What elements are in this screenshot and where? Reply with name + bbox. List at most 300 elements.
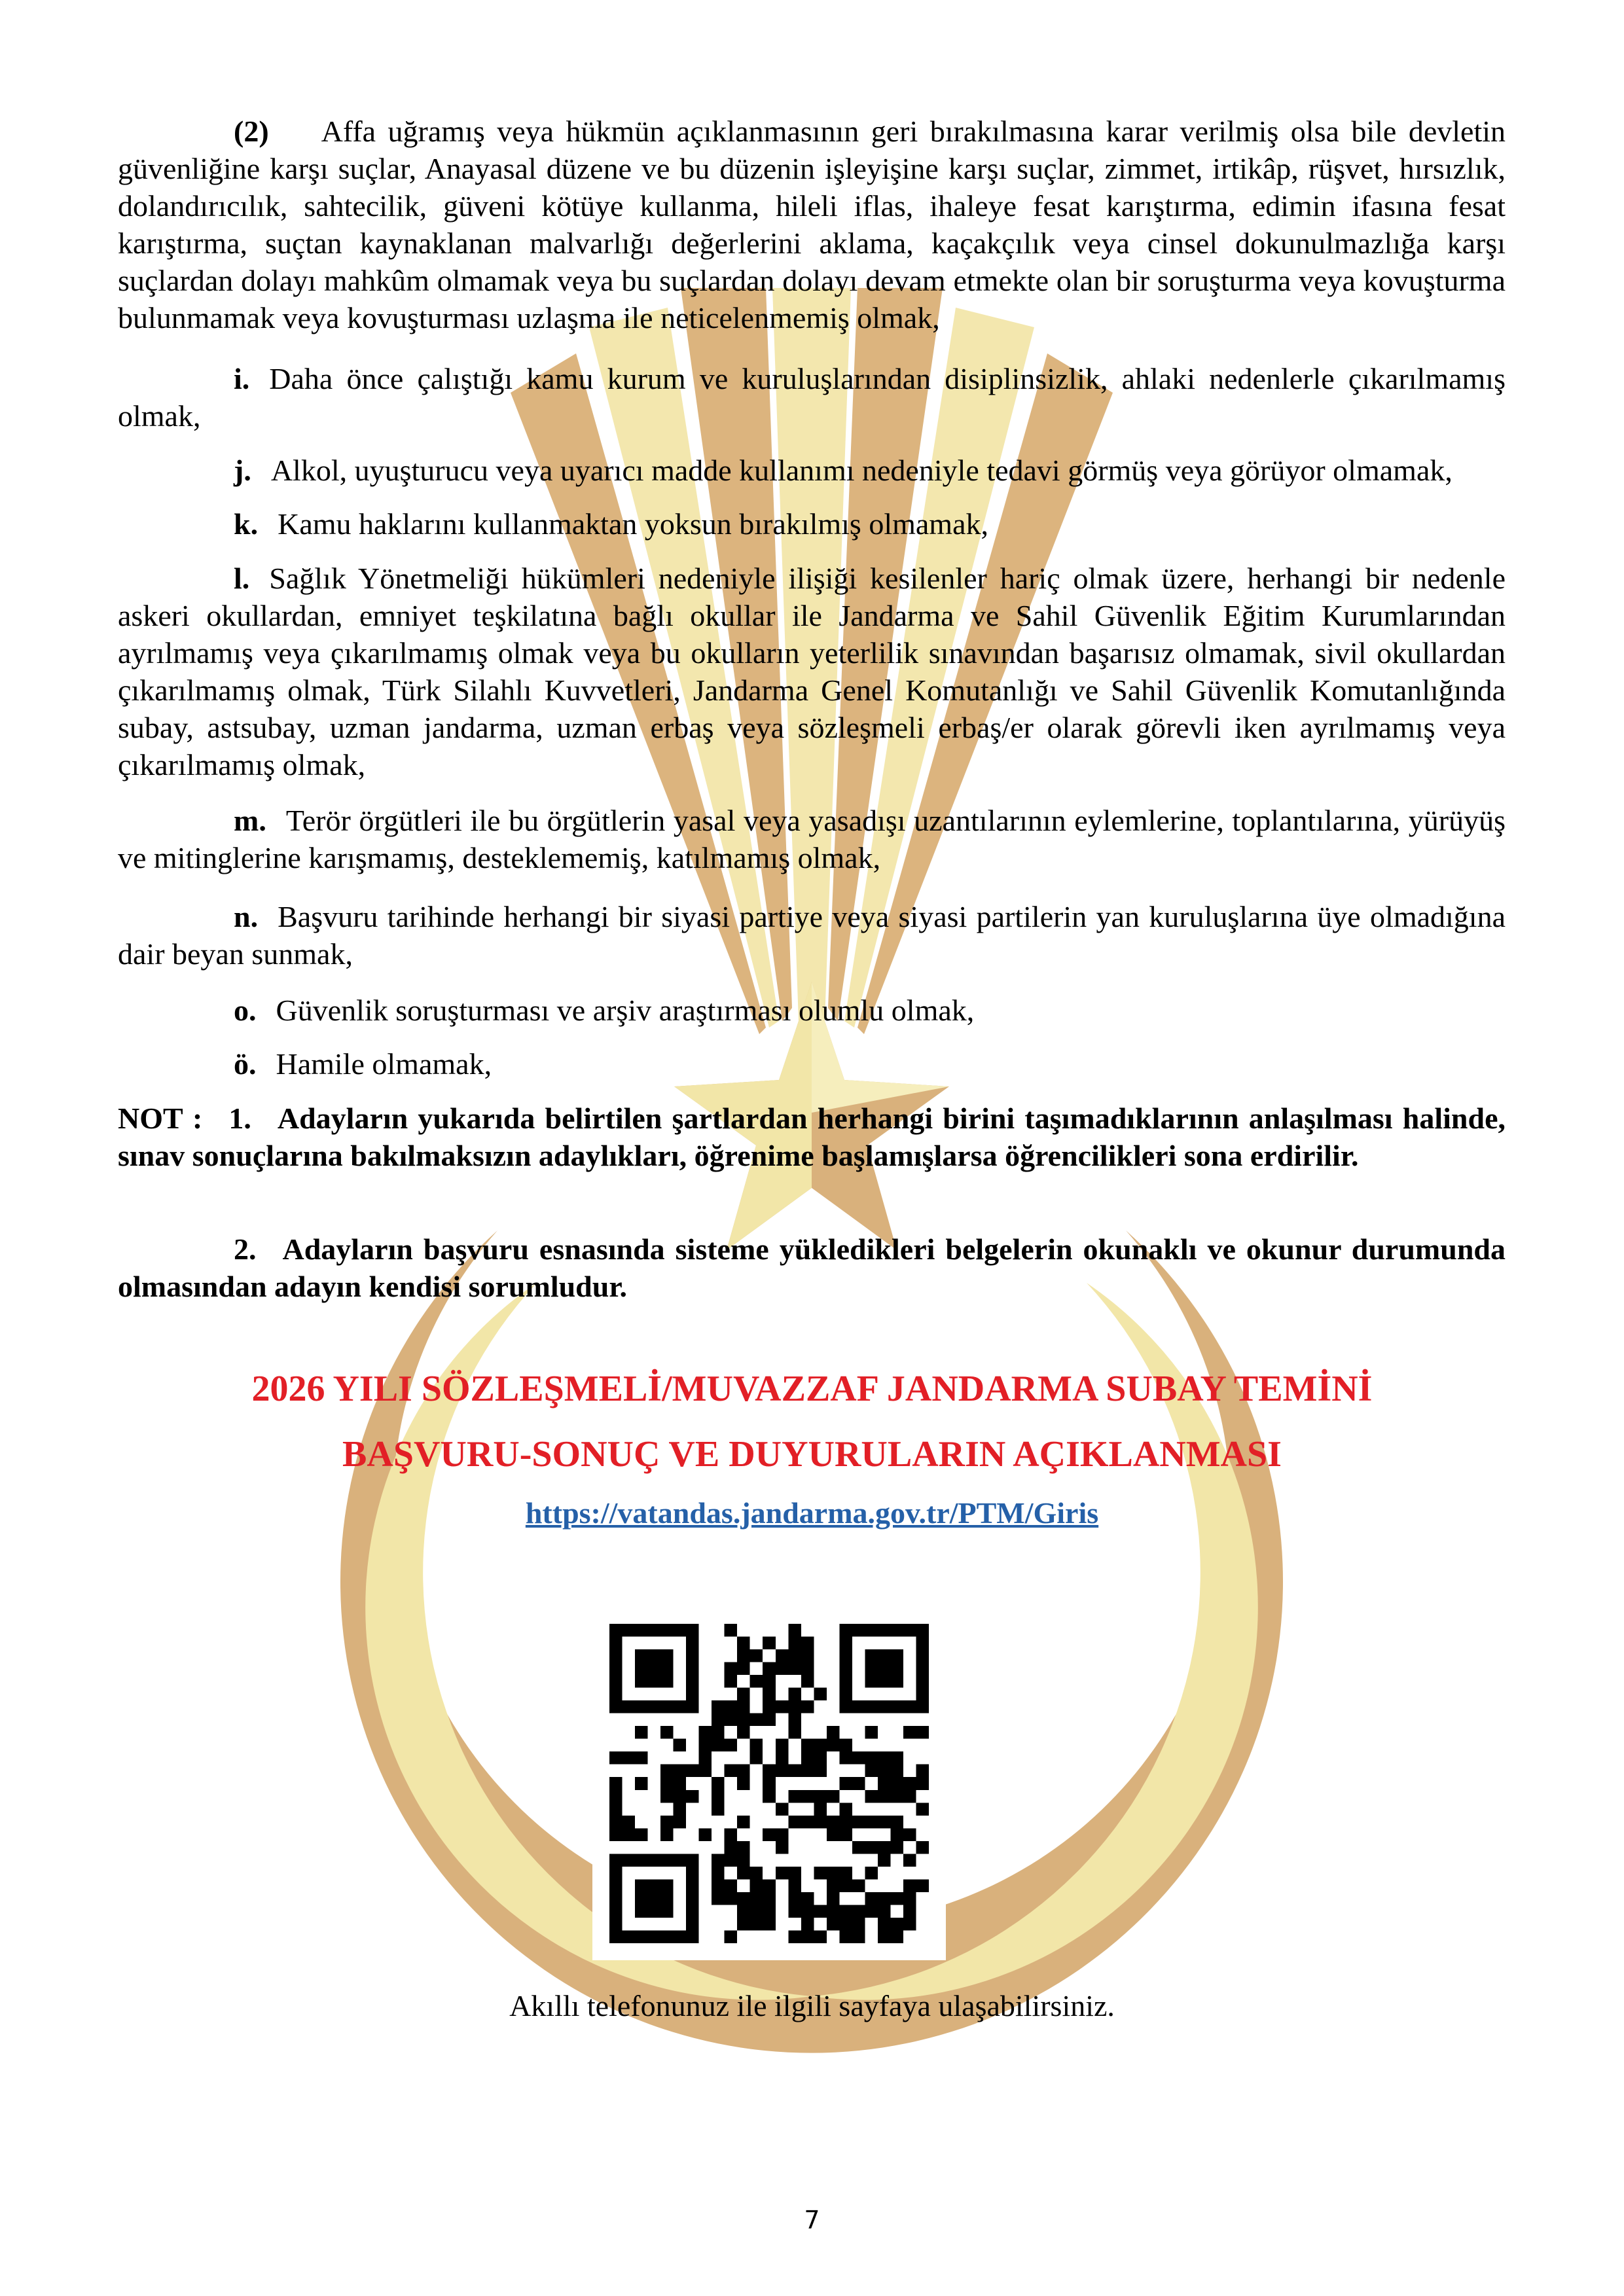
qr-module <box>903 1905 916 1918</box>
qr-module <box>839 1918 852 1931</box>
qr-module <box>916 1662 929 1676</box>
qr-module <box>712 1803 725 1816</box>
qr-module <box>878 1777 891 1790</box>
qr-module <box>788 1930 801 1943</box>
qr-module <box>737 1892 750 1905</box>
qr-module <box>903 1828 916 1841</box>
qr-module <box>609 1892 623 1905</box>
qr-module <box>660 1879 674 1892</box>
qr-module <box>814 1816 827 1829</box>
paragraph-text: Sağlık Yönetmeliği hükümleri nedeniyle ilişiği kesilenler hariç olmak üzere, herhangi bir nedenle askeri okullardan, emniyet teşkilatına bağlı okullar ile Jandarma ve Sahil Güvenlik Eğitim Kurumlarından ayrılmamış veya çıkarılmamış olmak veya bu okulların yeterlilik sınavından başarısız olmamak, sivil okullardan çıkarılmamış olmak, Türk Silahlı Kuvvetleri, Jandarma Genel Komutanlığı ve Sahil Güvenlik Komutanlığında subay, astsubay, uzman jandarma, uzman erbaş veya sözleşmeli erbaş/er olarak görevli iken ayrılmamış veya çıkarılmamış olmak, <box>118 562 1506 781</box>
qr-module <box>801 1790 814 1803</box>
qr-module <box>725 1854 738 1867</box>
qr-module <box>865 1624 878 1637</box>
qr-module <box>801 1751 814 1765</box>
qr-module <box>865 1662 878 1676</box>
qr-module <box>623 1854 636 1867</box>
qr-module <box>916 1777 929 1790</box>
qr-module <box>686 1675 699 1688</box>
qr-module <box>865 1751 878 1765</box>
qr-module <box>839 1751 852 1765</box>
qr-module <box>839 1700 852 1713</box>
qr-module <box>890 1930 903 1943</box>
qr-module <box>674 1777 687 1790</box>
qr-module <box>648 1649 661 1662</box>
qr-module <box>635 1930 648 1943</box>
note-item-2 <box>118 1230 1506 1305</box>
qr-module <box>865 1892 878 1905</box>
qr-module <box>686 1649 699 1662</box>
qr-module <box>788 1790 801 1803</box>
qr-module <box>686 1918 699 1931</box>
qr-module <box>674 1930 687 1943</box>
paragraph-text: Affa uğramış veya hükmün açıklanmasının geri bırakılmasına karar verilmiş olsa bile devletin güvenliğine karşı suçlar, Anayasal düzene ve bu düzenin işleyişine karşı suçlar, zimmet, irtikâp, rüşvet, hırsızlık, dolandırıcılık, sahtecilik, güveni kötüye kullanma, hileli iflas, ihaleye fesat karıştırma, edimin ifasına fesat karıştırma, suçtan kaynaklanan malvarlığı değerlerini aklama, kaçakçılık veya cinsel dokunulmazlığa karşı suçlardan dolayı mahkûm olmamak veya bu suçlardan dolayı devam etmekte olan bir soruşturma veya kovuşturma bulunmamak veya kovuşturması uzlaşma ile neticelenmemiş olmak, <box>118 115 1506 334</box>
qr-module <box>648 1930 661 1943</box>
qr-module <box>660 1726 674 1739</box>
qr-module <box>674 1854 687 1867</box>
qr-module <box>660 1854 674 1867</box>
qr-module <box>686 1637 699 1650</box>
qr-module <box>674 1739 687 1752</box>
qr-module <box>725 1828 738 1841</box>
qr-module <box>609 1867 623 1880</box>
paragraph-label: l. <box>234 562 250 595</box>
qr-module <box>660 1828 674 1841</box>
qr-module <box>878 1854 891 1867</box>
qr-module <box>609 1905 623 1918</box>
note-item-1 <box>118 1100 1506 1174</box>
qr-module <box>635 1879 648 1892</box>
qr-module <box>725 1930 738 1943</box>
qr-module <box>699 1739 712 1752</box>
qr-module <box>776 1803 789 1816</box>
qr-module <box>890 1624 903 1637</box>
qr-module <box>788 1879 801 1892</box>
qr-module <box>839 1675 852 1688</box>
qr-module <box>660 1675 674 1688</box>
qr-code-icon <box>609 1624 929 1943</box>
qr-module <box>699 1726 712 1739</box>
qr-module <box>712 1879 725 1892</box>
qr-module <box>737 1841 750 1854</box>
qr-module <box>878 1662 891 1676</box>
qr-module <box>916 1624 929 1637</box>
qr-module <box>609 1930 623 1943</box>
paragraph-k <box>118 505 1506 543</box>
qr-module <box>903 1879 916 1892</box>
qr-module <box>725 1713 738 1727</box>
qr-module <box>890 1790 903 1803</box>
qr-module <box>852 1905 865 1918</box>
qr-module <box>635 1892 648 1905</box>
qr-module <box>712 1726 725 1739</box>
qr-module <box>827 1790 840 1803</box>
qr-module <box>686 1854 699 1867</box>
qr-module <box>788 1765 801 1778</box>
qr-module <box>635 1828 648 1841</box>
qr-module <box>827 1879 840 1892</box>
qr-module <box>725 1879 738 1892</box>
qr-module <box>609 1879 623 1892</box>
qr-module <box>878 1841 891 1854</box>
qr-module <box>865 1726 878 1739</box>
qr-module <box>635 1905 648 1918</box>
qr-module <box>674 1816 687 1829</box>
qr-module <box>686 1688 699 1701</box>
qr-module <box>916 1765 929 1778</box>
qr-module <box>827 1892 840 1905</box>
qr-module <box>763 1765 776 1778</box>
qr-module <box>878 1918 891 1931</box>
qr-module <box>737 1867 750 1880</box>
qr-module <box>623 1751 636 1765</box>
qr-module <box>903 1892 916 1905</box>
qr-module <box>814 1751 827 1765</box>
qr-module <box>609 1649 623 1662</box>
qr-module <box>686 1765 699 1778</box>
qr-module <box>788 1662 801 1676</box>
qr-module <box>839 1930 852 1943</box>
qr-module <box>609 1751 623 1765</box>
qr-module <box>623 1930 636 1943</box>
qr-module <box>814 1688 827 1701</box>
qr-module <box>839 1879 852 1892</box>
qr-module <box>648 1905 661 1918</box>
announcement-title-line-2: BAŞVURU-SONUÇ VE DUYURULARIN AÇIKLANMASI <box>342 1434 1282 1475</box>
qr-module <box>814 1765 827 1778</box>
qr-module <box>674 1803 687 1816</box>
qr-module <box>839 1803 852 1816</box>
qr-module <box>750 1649 763 1662</box>
paragraph-i <box>118 360 1506 435</box>
qr-module <box>660 1662 674 1676</box>
qr-module <box>648 1854 661 1867</box>
qr-module <box>814 1803 827 1816</box>
qr-module <box>725 1700 738 1713</box>
qr-module <box>763 1828 776 1841</box>
qr-module <box>852 1841 865 1854</box>
qr-module <box>635 1662 648 1676</box>
qr-module <box>712 1867 725 1880</box>
announcement-title-line-1: 2026 YILI SÖZLEŞMELİ/MUVAZZAF JANDARMA SUBAY TEMİNİ <box>251 1369 1373 1409</box>
application-url-link[interactable]: https://vatandas.jandarma.gov.tr/PTM/Giris <box>525 1496 1099 1530</box>
qr-module <box>852 1816 865 1829</box>
qr-module <box>648 1700 661 1713</box>
qr-module <box>609 1803 623 1816</box>
qr-module <box>737 1726 750 1739</box>
paragraph-j <box>118 452 1506 489</box>
qr-module <box>839 1662 852 1676</box>
paragraph-n <box>118 898 1506 973</box>
qr-module <box>865 1649 878 1662</box>
qr-module <box>763 1879 776 1892</box>
qr-module <box>635 1777 648 1790</box>
qr-module <box>763 1918 776 1931</box>
qr-module <box>878 1649 891 1662</box>
qr-module <box>712 1777 725 1790</box>
qr-module <box>890 1841 903 1854</box>
qr-module <box>878 1675 891 1688</box>
qr-module <box>890 1765 903 1778</box>
qr-module <box>763 1637 776 1650</box>
qr-module <box>827 1905 840 1918</box>
qr-module <box>776 1841 789 1854</box>
qr-module <box>878 1765 891 1778</box>
qr-module <box>878 1816 891 1829</box>
qr-module <box>903 1854 916 1867</box>
qr-module <box>865 1867 878 1880</box>
qr-module <box>878 1700 891 1713</box>
qr-module <box>788 1688 801 1701</box>
qr-module <box>763 1905 776 1918</box>
qr-module <box>839 1624 852 1637</box>
paragraph-label: n. <box>234 900 259 933</box>
qr-module <box>788 1637 801 1650</box>
paragraph-l <box>118 560 1506 783</box>
qr-module <box>674 1790 687 1803</box>
qr-module <box>712 1790 725 1803</box>
paragraph-text: Güvenlik soruşturması ve arşiv araştırması olumlu olmak, <box>276 994 975 1027</box>
paragraph-text: Alkol, uyuşturucu veya uyarıcı madde kullanımı nedeniyle tedavi görmüş veya görüyor olmamak, <box>270 454 1453 487</box>
qr-module <box>660 1905 674 1918</box>
qr-module <box>737 1765 750 1778</box>
qr-module <box>725 1841 738 1854</box>
qr-module <box>865 1790 878 1803</box>
qr-module <box>890 1751 903 1765</box>
note-label: NOT : <box>118 1102 203 1135</box>
qr-module <box>674 1765 687 1778</box>
qr-module <box>635 1700 648 1713</box>
qr-module <box>674 1624 687 1637</box>
qr-module <box>737 1816 750 1829</box>
qr-module <box>839 1637 852 1650</box>
qr-module <box>801 1739 814 1752</box>
qr-module <box>776 1751 789 1765</box>
qr-module <box>725 1624 738 1637</box>
qr-module <box>725 1765 738 1778</box>
qr-module <box>686 1790 699 1803</box>
qr-module <box>686 1892 699 1905</box>
qr-module <box>839 1905 852 1918</box>
qr-module <box>865 1905 878 1918</box>
qr-module <box>814 1790 827 1803</box>
qr-module <box>890 1662 903 1676</box>
qr-module <box>839 1649 852 1662</box>
paragraph-label: m. <box>234 804 266 837</box>
qr-module <box>623 1828 636 1841</box>
qr-module <box>750 1713 763 1727</box>
qr-module <box>763 1662 776 1676</box>
qr-module <box>801 1637 814 1650</box>
qr-module <box>916 1841 929 1854</box>
qr-module <box>776 1828 789 1841</box>
qr-module <box>801 1918 814 1931</box>
qr-module <box>878 1892 891 1905</box>
qr-module <box>827 1739 840 1752</box>
qr-module <box>827 1726 840 1739</box>
qr-module <box>660 1930 674 1943</box>
qr-module <box>852 1751 865 1765</box>
qr-module <box>916 1649 929 1662</box>
qr-module <box>609 1700 623 1713</box>
qr-module <box>903 1777 916 1790</box>
qr-module <box>750 1675 763 1688</box>
qr-module <box>635 1624 648 1637</box>
qr-module <box>750 1892 763 1905</box>
paragraph-label: (2) <box>234 115 269 148</box>
qr-module <box>916 1675 929 1688</box>
qr-module <box>776 1765 789 1778</box>
qr-module <box>903 1700 916 1713</box>
paragraph-text: Başvuru tarihinde herhangi bir siyasi partiye veya siyasi partilerin yan kuruluşlarına üye olmadığına dair beyan sunmak, <box>118 900 1506 971</box>
qr-module <box>660 1790 674 1803</box>
qr-module <box>827 1918 840 1931</box>
qr-module <box>686 1930 699 1943</box>
qr-module <box>814 1739 827 1752</box>
qr-module <box>699 1765 712 1778</box>
qr-module <box>660 1816 674 1829</box>
qr-module <box>865 1841 878 1854</box>
qr-module <box>852 1879 865 1892</box>
paragraph-text: Hamile olmamak, <box>276 1047 492 1081</box>
qr-module <box>750 1918 763 1931</box>
qr-module <box>686 1624 699 1637</box>
qr-module <box>725 1739 738 1752</box>
qr-module <box>827 1867 840 1880</box>
qr-module <box>609 1662 623 1676</box>
paragraph-text: Kamu haklarını kullanmaktan yoksun bırakılmış olmamak, <box>278 507 988 541</box>
qr-module <box>878 1930 891 1943</box>
qr-module <box>801 1765 814 1778</box>
qr-module <box>623 1624 636 1637</box>
qr-module <box>750 1751 763 1765</box>
qr-module <box>839 1867 852 1880</box>
note-item-number: 1. <box>228 1102 251 1135</box>
qr-module <box>750 1905 763 1918</box>
qr-module <box>852 1624 865 1637</box>
qr-module <box>635 1675 648 1688</box>
qr-module <box>878 1905 891 1918</box>
qr-module <box>763 1675 776 1688</box>
qr-module <box>674 1700 687 1713</box>
qr-module <box>737 1905 750 1918</box>
qr-module <box>725 1662 738 1676</box>
qr-module <box>737 1854 750 1867</box>
qr-module <box>852 1918 865 1931</box>
paragraph-text: Daha önce çalıştığı kamu kurum ve kuruluşlarından disiplinsizlik, ahlaki nedenlerle çıkarılmamış olmak, <box>118 362 1506 433</box>
qr-module <box>660 1777 674 1790</box>
qr-module <box>763 1777 776 1790</box>
qr-module <box>788 1713 801 1727</box>
qr-module <box>865 1765 878 1778</box>
paragraph-label: k. <box>234 507 259 541</box>
page-number: 7 <box>804 2206 820 2234</box>
qr-module <box>916 1637 929 1650</box>
qr-module <box>660 1700 674 1713</box>
paragraph-label: i. <box>234 362 250 395</box>
qr-module <box>903 1918 916 1931</box>
qr-module <box>712 1713 725 1727</box>
paragraph-o-umlaut <box>118 1045 1506 1083</box>
qr-module <box>890 1918 903 1931</box>
qr-code <box>592 1607 946 1960</box>
qr-module <box>763 1790 776 1803</box>
qr-caption: Akıllı telefonunuz ile ilgili sayfaya ulaşabilirsiniz. <box>509 1989 1115 2022</box>
qr-module <box>623 1700 636 1713</box>
qr-module <box>916 1803 929 1816</box>
qr-module <box>827 1816 840 1829</box>
qr-module <box>776 1662 789 1676</box>
qr-module <box>609 1688 623 1701</box>
qr-module <box>839 1816 852 1829</box>
qr-module <box>660 1892 674 1905</box>
qr-module <box>776 1739 789 1752</box>
qr-module <box>814 1930 827 1943</box>
qr-module <box>852 1700 865 1713</box>
qr-module <box>609 1854 623 1867</box>
qr-module <box>878 1790 891 1803</box>
qr-module <box>801 1892 814 1905</box>
qr-module <box>776 1867 789 1880</box>
qr-module <box>737 1688 750 1701</box>
qr-module <box>801 1700 814 1713</box>
qr-module <box>737 1700 750 1713</box>
paragraph-label: ö. <box>234 1047 257 1081</box>
paragraph-label: j. <box>234 454 251 487</box>
qr-module <box>686 1700 699 1713</box>
paragraph-o <box>118 992 1506 1029</box>
qr-module <box>725 1892 738 1905</box>
qr-module <box>737 1918 750 1931</box>
qr-module <box>686 1905 699 1918</box>
paragraph-label: o. <box>234 994 257 1027</box>
qr-module <box>827 1828 840 1841</box>
qr-module <box>609 1828 623 1841</box>
qr-module <box>890 1777 903 1790</box>
qr-module <box>776 1649 789 1662</box>
qr-module <box>839 1777 852 1790</box>
qr-module <box>839 1828 852 1841</box>
qr-module <box>609 1624 623 1637</box>
qr-module <box>903 1790 916 1803</box>
qr-module <box>635 1649 648 1662</box>
qr-module <box>648 1892 661 1905</box>
qr-module <box>788 1726 801 1739</box>
qr-module <box>788 1816 801 1829</box>
qr-module <box>916 1726 929 1739</box>
qr-module <box>737 1662 750 1676</box>
qr-module <box>686 1867 699 1880</box>
qr-module <box>609 1816 623 1829</box>
qr-module <box>750 1867 763 1880</box>
qr-module <box>725 1675 738 1688</box>
qr-module <box>890 1892 903 1905</box>
qr-module <box>763 1700 776 1713</box>
qr-module <box>609 1918 623 1931</box>
qr-module <box>839 1688 852 1701</box>
qr-module <box>660 1624 674 1637</box>
qr-module <box>801 1675 814 1688</box>
qr-module <box>609 1790 623 1803</box>
qr-module <box>865 1675 878 1688</box>
qr-module <box>801 1930 814 1943</box>
qr-module <box>750 1879 763 1892</box>
qr-module <box>890 1700 903 1713</box>
qr-module <box>878 1624 891 1637</box>
qr-module <box>903 1624 916 1637</box>
qr-module <box>788 1867 801 1880</box>
qr-module <box>712 1854 725 1867</box>
